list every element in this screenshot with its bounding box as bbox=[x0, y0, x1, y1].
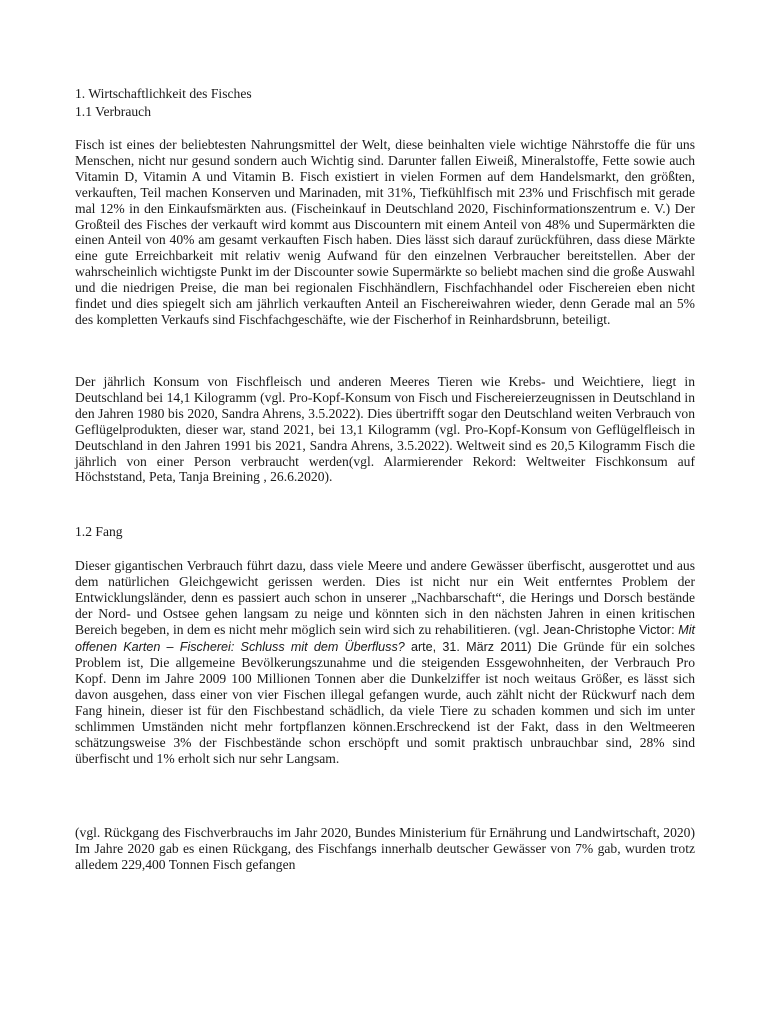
heading-main: 1. Wirtschaftlichkeit des Fisches bbox=[75, 86, 252, 101]
paragraph-verbrauch-1: Fisch ist eines der beliebtesten Nahrungsmittel der Welt, diese beinhalten viele wichtige Nährstoffe die für uns Menschen, nicht nur gesund sondern auch Wichtig sind. Darunter fallen Eiweiß, Mineralstoffe, Fette sowie auch Vitamin D, Vitamin A und Vitamin B. Fisch existiert in vielen Formen auf dem Handelsmarkt, den größten, verkauften, Teil machen Konserven und Marinaden, mit 31%, Tiefkühlfisch mit 23% und Frischfisch mit gerade mal 12% in den Einkaufsmärkten aus. (Fischeinkauf in Deutschland 2020, Fischinformationszentrum e. V.) Der Großteil des Fisches der verkauft wird kommt aus Discountern mit einem Anteil von 48% und Supermärkten die einen Anteil von 40% am gesamt verkauften Fisch haben. Dies lässt sich darauf zurückführen, dass diese Märkte eine gute Erreichbarkeit mit relativ wenig Aufwand für den einzelnen Verbraucher bereitstellen. Aber der wahrscheinlich wichtigste Punkt im der Discounter sowie Supermärkte so beliebt machen sind die große Auswahl und die niedrigen Preise, die man bei regionalen Fischhändlern, Fischfachhandel oder Fischereien eben nicht findet und dies spiegelt sich am jährlich verkauften Anteil an Fischereiwahren wieder, denn Gerade mal an 5% des kompletten Verkaufs sind Fischfachgeschäfte, wie der Fischerhof in Reinhardsbrunn, beteiligt. bbox=[75, 137, 695, 327]
paragraph-verbrauch-2: Der jährlich Konsum von Fischfleisch und anderen Meeres Tieren wie Krebs- und Weichtiere, liegt in Deutschland bei 14,1 Kilogramm (vgl. Pro-Kopf-Konsum von Fisch und Fischereierzeugnissen in Deutschland in den Jahren 1980 bis 2020, Sandra Ahrens, 3.5.2022). Dies übertrifft sogar den Deutschland weiten Verbrauch von Geflügelprodukten, dieser war, stand 2021, bei 13,1 Kilogramm (vgl. Pro-Kopf-Konsum von Geflügelfleisch in Deutschland in den Jahren 1991 bis 2021, Sandra Ahrens, 3.5.2022). Weltweit sind es 20,5 Kilogramm Fisch die jährlich von einer Person verbraucht werden(vgl. Alarmierender Rekord: Weltweiter Fischkonsum auf Höchststand, Peta, Tanja Breining , 26.6.2020). bbox=[75, 374, 695, 485]
paragraph-fang-1 bbox=[75, 558, 695, 767]
heading-verbrauch: 1.1 Verbrauch bbox=[75, 104, 151, 119]
citation-author: Jean-Christophe Victor: bbox=[543, 622, 679, 637]
citation-source: arte, 31. März 2011) bbox=[404, 639, 532, 654]
heading-fang: 1.2 Fang bbox=[75, 524, 123, 539]
citation-title: Mit offenen Karten – Fischerei: Schluss mit dem Überfluss? bbox=[75, 622, 695, 654]
paragraph-fang-1-body: Die Gründe für ein solches Problem ist, Die allgemeine Bevölkerungszunahme und die steigenden Essgewohnheiten, der Verbrauch Pro Kopf. Denn im Jahre 2009 100 Millionen Tonnen aber die Dunkelziffer ist noch weitaus Größer, es lässt sich davon ausgehen, dass einer von vier Fischen illegal gefangen wurde, auch zählt nicht der Rückwurf nach dem Fang hinein, dieser ist für den Fischbestand schädlich, da viele Tiere zu schaden kommen und sich im unter schlimmen Umständen nicht mehr fortpflanzen können.Erschreckend ist der Fakt, dass in den Weltmeeren schätzungsweise 3% der Fischbestände schon erschöpft und somit praktisch unbrauchbar sind, 28% sind überfischt und 1% erholt sich nur sehr Langsam. bbox=[75, 638, 695, 766]
paragraph-fang-2: (vgl. Rückgang des Fischverbrauchs im Jahr 2020, Bundes Ministerium für Ernährung und Landwirtschaft, 2020) Im Jahre 2020 gab es einen Rückgang, des Fischfangs innerhalb deutscher Gewässer von 7% gab, wurden trotz alledem 229,400 Tonnen Fisch gefangen bbox=[75, 825, 695, 872]
paragraph-fang-1-intro: Dieser gigantischen Verbrauch führt dazu, dass viele Meere und andere Gewässer überfischt, ausgerottet und aus dem natürlichen Gleichgewicht gerissen werden. Dies ist nicht nur ein Weit entferntes Problem der Entwicklungsländer, denn es passiert auch schon in unserer „Nachbarschaft“, die Herings und Dorsch bestände der Nord- und Ostsee gehen langsam zu neige und könnten sich in den nächsten Jahren in einen kritischen Bereich begeben, in dem es nicht mehr möglich sein wird sich zu rehabilitieren. (vgl. bbox=[75, 558, 695, 637]
